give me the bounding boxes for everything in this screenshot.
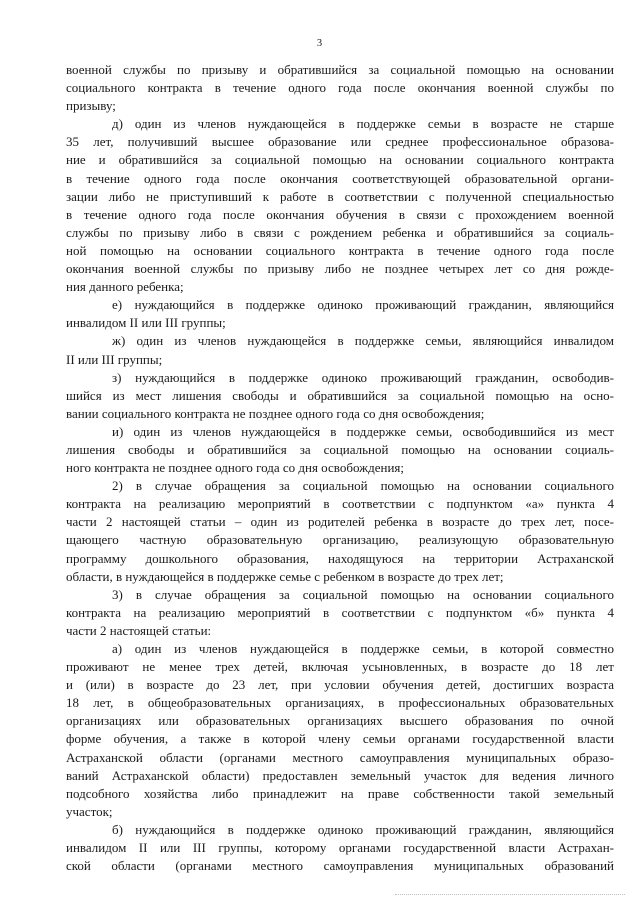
text-line: и) один из членов нуждающейся в поддержке семьи, освободившийся из мест: [112, 423, 614, 439]
text-line: инвалидом II или III группы;: [66, 315, 226, 331]
text-line: е) нуждающийся в поддержке одиноко проживающий гражданин, являющийся: [112, 297, 614, 313]
text-line: области, в нуждающейся в поддержке семье с ребенком в возрасте до трех лет;: [66, 568, 504, 584]
text-line: ние и обратившийся за социальной помощью на основании социального контракта: [66, 152, 614, 168]
text-line: Астраханской области (органами местного самоуправления муниципальных образо-: [66, 749, 614, 765]
text-line: шийся из мест лишения свободы и обратившийся за социальной помощью на осно-: [66, 387, 614, 403]
document-body: [66, 61, 614, 875]
text-line: щающего частную образовательную организацию, реализующую образовательную: [66, 532, 614, 548]
text-line: ской области (органами местного самоуправления муниципальных образований: [66, 858, 614, 874]
text-line: ваний Астраханской области) предоставлен земельный участок для ведения личного: [66, 767, 614, 783]
text-line: социального контракта в течение одного года после окончания военной службы по: [66, 80, 614, 96]
text-line: программу дошкольного образования, находящуюся на территории Астраханской: [66, 550, 614, 566]
text-line: в течение одного года после окончания соответствующей образовательной органи-: [66, 170, 614, 186]
text-line: части 2 настоящей статьи:: [66, 622, 212, 638]
text-line: призыву;: [66, 98, 116, 114]
page-number: 3: [316, 38, 323, 49]
text-line: форме обучения, а также в которой члену семьи органами государственной власти: [66, 731, 614, 747]
text-line: инвалидом II или III группы, которому органами государственной власти Астрахан-: [66, 840, 614, 856]
text-line: организациях или образовательных организациях высшего образования по очной: [66, 713, 614, 729]
text-line: подсобного хозяйства либо принадлежит на праве собственности такой земельный: [66, 785, 614, 801]
text-line: а) один из членов нуждающейся в поддержке семьи, в которой совместно: [112, 641, 614, 656]
text-line: 18 лет, в общеобразовательных организациях, в профессиональных образовательных: [66, 695, 614, 711]
text-line: участок;: [66, 803, 113, 819]
text-line: части 2 настоящей статьи – один из родителей ребенка в возрасте до трех лет, посе-: [66, 514, 614, 530]
text-line: 2) в случае обращения за социальной помощью на основании социального: [112, 478, 614, 494]
text-line: проживают не менее трех детей, включая усыновленных, в возрасте до 18 лет: [66, 659, 614, 675]
text-line: ж) один из членов нуждающейся в поддержке семьи, являющийся инвалидом: [112, 333, 614, 349]
text-line: 35 лет, получивший высшее образование или среднее профессиональное образова-: [66, 134, 614, 150]
text-line: ного контракта не позднее одного года со дня освобождения;: [66, 460, 404, 476]
text-line: вании социального контракта не позднее одного года со дня освобождения;: [66, 405, 485, 421]
text-line: лишения свободы и обратившийся за социальной помощью на основании социаль-: [66, 441, 614, 457]
text-line: зации либо не приступивший к работе в соответствии с полученной специальностью: [66, 188, 614, 204]
text-line: II или III группы;: [66, 351, 163, 367]
text-line: окончания военной службы по призыву либо не позднее четырех лет со дня рожде-: [66, 261, 614, 277]
text-line: контракта на реализацию мероприятий в соответствии с подпунктом «б» пункта 4: [66, 604, 614, 620]
text-line: службы по призыву либо в связи с рождением ребенка и обратившийся за социаль-: [66, 224, 614, 240]
text-line: 3) в случае обращения за социальной помощью на основании социального: [112, 586, 614, 602]
text-line: в течение одного года после окончания обучения в связи с прохождением военной: [66, 206, 614, 222]
text-line: военной службы по призыву и обратившийся за социальной помощью на основании: [66, 62, 614, 77]
text-line: д) один из членов нуждающейся в поддержке семьи в возрасте не старше: [112, 116, 614, 132]
text-line: ной помощью на основании социального контракта в течение одного года после: [66, 242, 614, 258]
text-line: б) нуждающийся в поддержке одиноко проживающий гражданин, являющийся: [112, 821, 614, 837]
text-line: и (или) в возрасте до 23 лет, при условии обучения детей, достигших возраста: [66, 677, 614, 693]
page-bottom-dotted-rule: [395, 894, 625, 895]
text-line: з) нуждающийся в поддержке одиноко проживающий гражданин, освободив-: [112, 369, 614, 385]
text-line: контракта на реализацию мероприятий в соответствии с подпунктом «а» пункта 4: [66, 496, 614, 512]
text-line: ния данного ребенка;: [66, 279, 184, 295]
